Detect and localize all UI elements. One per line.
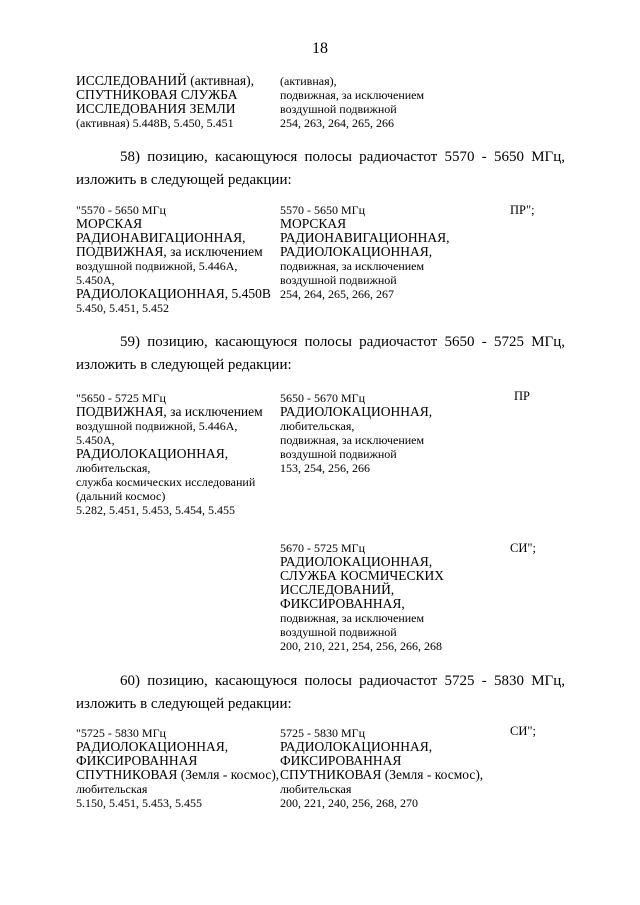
text-line: СПУТНИКОВАЯ (Земля - космос), (280, 767, 484, 782)
text-line: воздушной подвижной (280, 102, 397, 116)
section-58-middle-cell (280, 203, 449, 301)
paragraph-line: 58) позицию, касающуюся полосы радиочастот 5570 - 5650 МГц, (120, 149, 565, 165)
text-line: 5650 - 5670 МГц (280, 391, 366, 405)
section-58-paragraph (76, 146, 565, 192)
section-58-code: ПР"; (510, 203, 535, 217)
section-59-left-cell (76, 391, 263, 517)
top-middle-cell (280, 74, 424, 130)
text-line: подвижная, за исключением (280, 433, 425, 447)
paragraph-line: 60) позицию, касающуюся полосы радиочастот 5725 - 5830 МГц, (120, 673, 565, 689)
text-line: воздушной подвижной (280, 625, 397, 639)
text-line: 153, 254, 256, 266 (280, 461, 370, 475)
page-number: 18 (312, 40, 328, 57)
section-60-paragraph (76, 670, 565, 716)
text-line: подвижная, за исключением (280, 88, 425, 102)
text-line: СПУТНИКОВАЯ (Земля - космос), (76, 767, 280, 782)
text-line: РАДИОЛОКАЦИОННАЯ, (76, 739, 229, 754)
section-60-left-cell (76, 726, 279, 810)
text-line: воздушной подвижной (280, 273, 397, 287)
text-line: 5570 - 5650 МГц (280, 203, 366, 217)
paragraph-line: 59) позицию, касающуюся полосы радиочастот 5650 - 5725 МГц, (120, 334, 565, 350)
text-line: РАДИОЛОКАЦИОННАЯ, (76, 446, 229, 461)
text-line: подвижная, за исключением (280, 259, 425, 273)
text-line: 200, 221, 240, 256, 268, 270 (280, 796, 418, 810)
text-line: РАДИОЛОКАЦИОННАЯ, (280, 244, 433, 259)
text-line: воздушной подвижной, 5.446А, (76, 259, 238, 273)
text-line: (активная) 5.448B, 5.450, 5.451 (76, 116, 234, 130)
text-line: (активная), (280, 74, 337, 88)
text-line: 5.450, 5.451, 5.452 (76, 301, 169, 315)
text-line: ИССЛЕДОВАНИЙ (активная), (76, 73, 254, 88)
text-line: РАДИОЛОКАЦИОННАЯ, (280, 739, 433, 754)
text-line: 254, 263, 264, 265, 266 (280, 116, 394, 130)
text-line: РАДИОНАВИГАЦИОННАЯ, (280, 230, 450, 245)
text-line: подвижная, за исключением (280, 611, 425, 625)
section-60-code: СИ"; (510, 724, 536, 738)
paragraph-line: изложить в следующей редакции: (76, 172, 292, 188)
text-line: 5.282, 5.451, 5.453, 5.454, 5.455 (76, 503, 235, 517)
text-line: РАДИОНАВИГАЦИОННАЯ, (76, 230, 246, 245)
text-line: служба космических исследований (76, 475, 256, 489)
text-line: любительская, (280, 419, 355, 433)
text-line: ПОДВИЖНАЯ, за исключением (76, 244, 263, 259)
section-58-left-cell (76, 203, 271, 315)
text-line: 5.450А, (76, 433, 115, 447)
text-line: "5570 - 5650 МГц (76, 203, 166, 217)
paragraph-line: изложить в следующей редакции: (76, 696, 292, 712)
text-line: СПУТНИКОВАЯ СЛУЖБА (76, 87, 238, 102)
section-60-middle-cell (280, 726, 483, 810)
text-line: 254, 264, 265, 266, 267 (280, 287, 394, 301)
text-line: ФИКСИРОВАННАЯ, (280, 596, 405, 611)
text-line: ИССЛЕДОВАНИЙ, (280, 582, 395, 597)
section-59-middle-cell (280, 391, 432, 475)
text-line: ИССЛЕДОВАНИЯ ЗЕМЛИ (76, 101, 236, 116)
text-line: РАДИОЛОКАЦИОННАЯ, (280, 404, 433, 419)
text-line: ФИКСИРОВАННАЯ (76, 753, 198, 768)
text-line: 200, 210, 221, 254, 256, 266, 268 (280, 639, 442, 653)
section-59-code: ПР (514, 389, 530, 403)
text-line: любительская (76, 782, 148, 796)
text-line: (дальний космос) (76, 489, 166, 503)
text-line: СЛУЖБА КОСМИЧЕСКИХ (280, 568, 445, 583)
section-59b-code: СИ"; (510, 541, 536, 555)
text-line: любительская (280, 782, 352, 796)
top-left-cell (76, 74, 254, 130)
section-59-paragraph (76, 331, 565, 377)
section-59b-middle-cell (280, 541, 444, 653)
text-line: воздушной подвижной, 5.446А, (76, 419, 238, 433)
paragraph-line: изложить в следующей редакции: (76, 357, 292, 373)
text-line: РАДИОЛОКАЦИОННАЯ, 5.450B (76, 286, 271, 301)
text-line: любительская, (76, 461, 151, 475)
text-line: РАДИОЛОКАЦИОННАЯ, (280, 554, 433, 569)
text-line: МОРСКАЯ (280, 216, 347, 231)
text-line: "5650 - 5725 МГц (76, 391, 166, 405)
text-line: 5725 - 5830 МГц (280, 726, 366, 740)
text-line: "5725 - 5830 МГц (76, 726, 166, 740)
text-line: 5.150, 5.451, 5.453, 5.455 (76, 796, 202, 810)
text-line: 5.450А, (76, 273, 115, 287)
text-line: ПОДВИЖНАЯ, за исключением (76, 404, 263, 419)
text-line: воздушной подвижной (280, 447, 397, 461)
text-line: 5670 - 5725 МГц (280, 541, 366, 555)
text-line: ФИКСИРОВАННАЯ (280, 753, 402, 768)
text-line: МОРСКАЯ (76, 216, 143, 231)
